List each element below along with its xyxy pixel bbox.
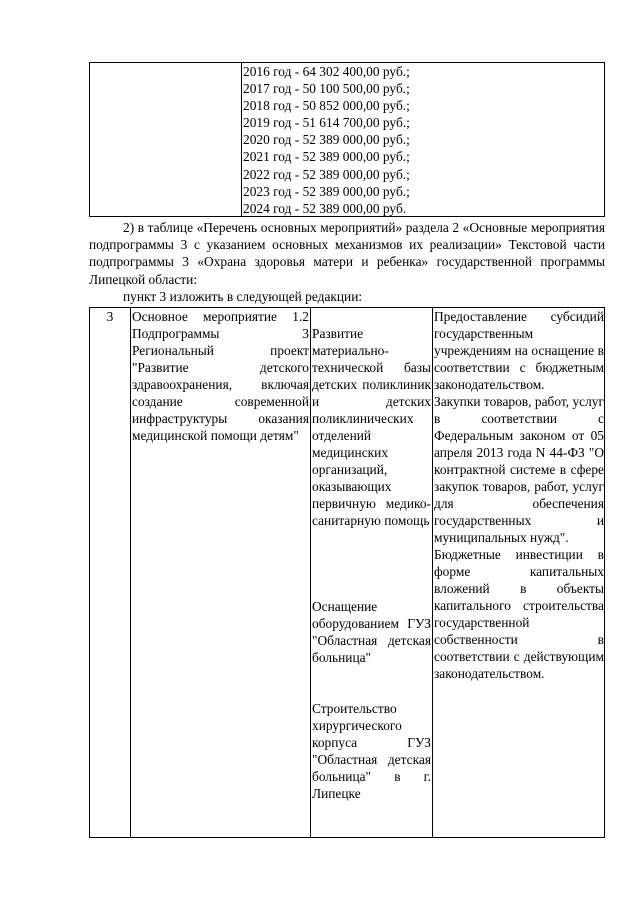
action-item: Строительство хирургического корпуса ГУЗ "Областная детская больница" в г. Липецке: [312, 701, 431, 801]
actions-cell: [311, 308, 433, 837]
funding-line: 2019 год - 51 614 700,00 руб.;: [243, 115, 410, 131]
action-item: Развитие материально-технической базы детских поликлиник и детских поликлинических отделений медицинских организаций, оказывающих первичную медико-санитарную помощь: [312, 326, 431, 528]
funding-line: 2024 год - 52 389 000,00 руб.: [243, 200, 407, 216]
funding-line: 2017 год - 50 100 500,00 руб.;: [243, 81, 410, 97]
event-cell: [131, 308, 311, 837]
funding-table-label-cell: [90, 63, 242, 216]
event-text: Основное мероприятие 1.2 Подпрограммы 3 Региональный проект "Развитие детского здравоохранения, включая создание современной инфраструктуры оказания медицинской помощи детям": [132, 309, 309, 443]
funding-table: [89, 62, 605, 217]
mechanisms-cell: [433, 308, 605, 837]
instruction-paragraph: [89, 288, 605, 305]
mechanism-item: Бюджетные инвестиции в форме капитальных вложений в объекты капитального строительства государственной собственности в соответствии с действующим законодательством.: [434, 547, 604, 681]
funding-line: 2021 год - 52 389 000,00 руб.;: [243, 149, 410, 165]
funding-line: 2022 год - 52 389 000,00 руб.;: [243, 166, 410, 182]
funding-line: 2020 год - 52 389 000,00 руб.;: [243, 132, 410, 148]
mechanism-item: Закупки товаров, работ, услуг в соответствии с Федеральным законом от 05 апреля 2013 года N 44-ФЗ "О контрактной системе в сфере закупок товаров, работ, услуг для обеспечения государственных и муниципальных нужд".: [434, 394, 604, 545]
amendment-paragraph: [89, 219, 605, 288]
instruction-text: пункт 3 изложить в следующей редакции:: [123, 289, 363, 304]
row-number: 3: [106, 309, 114, 324]
funding-line: 2018 год - 50 852 000,00 руб.;: [243, 98, 410, 114]
row-number-cell: [90, 308, 131, 837]
funding-table-values-cell: [242, 63, 604, 217]
action-item: Оснащение оборудованием ГУЗ "Областная детская больница": [312, 599, 431, 665]
measures-table: [89, 307, 605, 838]
funding-line: 2016 год - 64 302 400,00 руб.;: [243, 64, 410, 79]
funding-line: 2023 год - 52 389 000,00 руб.;: [243, 183, 410, 199]
amendment-text: 2) в таблице «Перечень основных мероприятий» раздела 2 «Основные мероприятия подпрограммы 3 с указанием основных механизмов их реализации» Текстовой части подпрограммы 3 «Охрана здоровья матери и ребенка» государственной программы Липецкой области:: [89, 220, 605, 287]
mechanism-item: Предоставление субсидий государственным учреждениям на оснащение в соответствии с бюджетным законодательством.: [434, 309, 604, 392]
